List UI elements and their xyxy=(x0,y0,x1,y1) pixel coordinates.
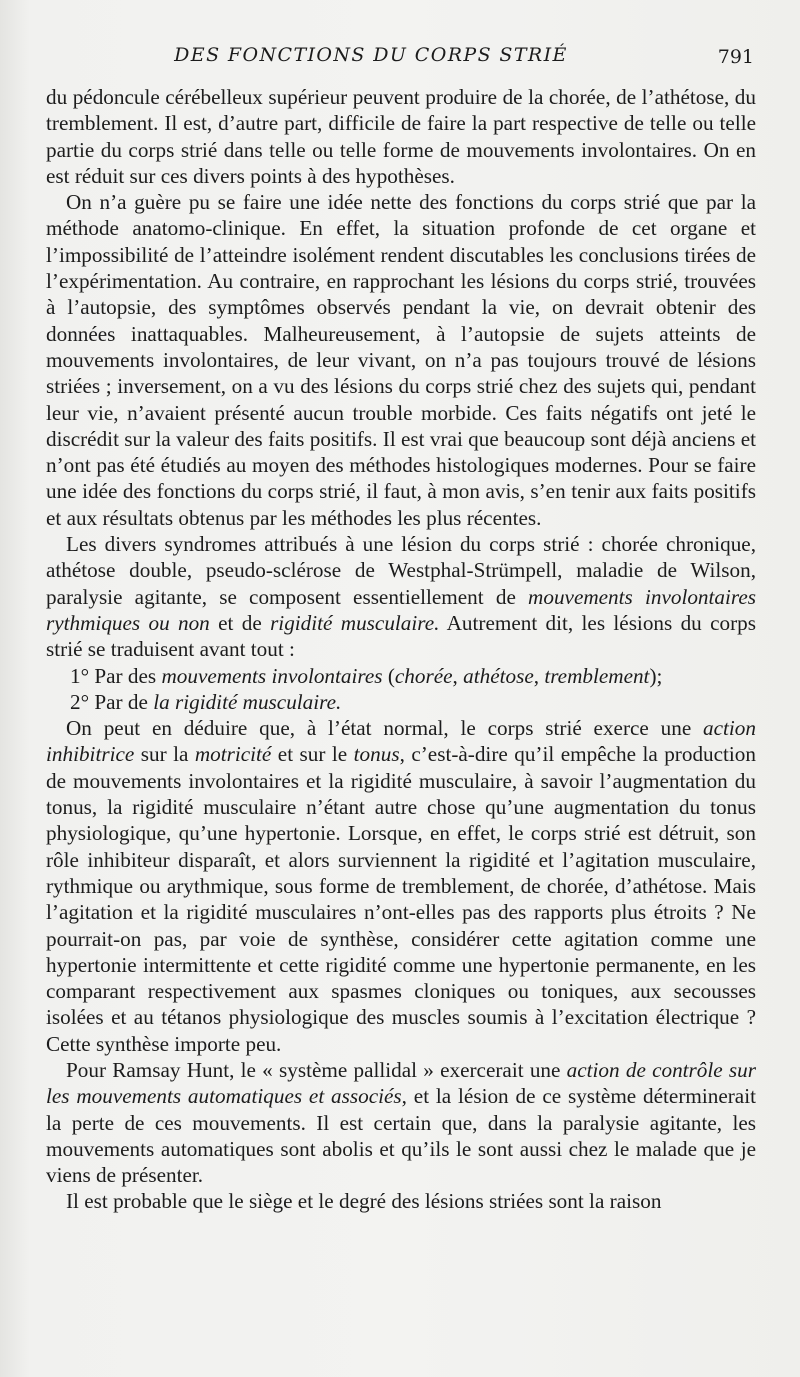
italic-text: tonus xyxy=(353,742,400,767)
text-run: , xyxy=(533,663,545,688)
text-run: Pour Ramsay Hunt, le « système pallidal » exercerait une xyxy=(66,1057,567,1082)
text-run: Il est probable que le siège et le degré des lésions striées sont la raison xyxy=(66,1189,662,1214)
paragraph xyxy=(46,1057,756,1188)
text-run: du pédoncule cérébelleux supérieur peuvent produire de la chorée, de l’athétose, du tremblement. Il est, d’autre part, difficile de faire la part respective de telle ou telle partie du corps strié dans telle ou telle forme de mouvements involontaires. On en est réduit sur ces divers points à des hypothèses. xyxy=(46,85,756,188)
italic-text: motricité xyxy=(194,742,272,767)
text-run: Les divers syndromes attribués à une lésion du corps strié : chorée chronique, athétose double, pseudo-sclérose de Westphal-Strümpell, maladie de Wilson, paralysie agitante, se composent essentiellement de xyxy=(46,532,756,609)
text-run: sur la xyxy=(134,742,195,767)
paragraph xyxy=(46,1188,756,1214)
list-item xyxy=(46,663,756,689)
text-run: ); xyxy=(649,663,663,688)
italic-text: action inhibitrice xyxy=(46,716,756,767)
italic-text: tremblement xyxy=(544,663,650,688)
text-run: , xyxy=(452,663,464,688)
text-run: On n’a guère pu se faire une idée nette des fonctions du corps strié que par la méthode anatomo-clinique. En effet, la situation profonde de cet organe et l’impossibilité de l’atteindre isolément rendent discutables les conclusions tirées de l’expérimentation. Au contraire, en rapprochant les lésions du corps strié, trouvées à l’autopsie, des symptômes observés pendant la vie, on devrait obtenir des données inattaquables. Malheureusement, à l’autopsie de sujets atteints de mouvements involontaires, de leur vivant, on n’a pas toujours trouvé de lésions striées ; inversement, on a vu des lésions du corps strié chez des sujets qui, pendant leur vie, n’avaient présenté aucun trouble morbide. Ces faits négatifs ont jeté le discrédit sur la valeur des faits positifs. Il est vrai que beaucoup sont déjà anciens et n’ont pas été étudiés au moyen des méthodes histologiques modernes. Pour se faire une idée des fonctions du corps strié, il faut, à mon avis, s’en tenir aux faits positifs et aux résultats obtenus par les méthodes les plus récentes. xyxy=(46,190,756,530)
text-run: 1° Par des xyxy=(70,663,162,688)
italic-text: mouvements involontaires rythmiques ou non xyxy=(46,584,756,635)
italic-text: athétose xyxy=(463,663,534,688)
paragraph xyxy=(46,84,756,189)
list-item xyxy=(46,689,756,715)
running-header xyxy=(46,44,756,84)
text-run: On peut en déduire que, à l’état normal, le corps strié exerce une xyxy=(66,716,704,741)
body-text xyxy=(46,84,756,1215)
paragraph xyxy=(46,531,756,662)
text-run: Autrement dit, les lésions du corps strié se traduisent avant tout : xyxy=(46,610,756,662)
text-run: et de xyxy=(209,610,271,635)
text-run: , et la lésion de ce système déterminerait la perte de ces mouvements. Il est certain que, dans la paralysie agitante, les mouvements automatiques sont abolis et qu’ils le sont aussi chez le malade que je viens de présenter. xyxy=(46,1084,756,1188)
paragraph xyxy=(46,189,756,531)
italic-text: rigidité musculaire. xyxy=(270,610,440,635)
running-title: DES FONCTIONS DU CORPS STRIÉ xyxy=(174,44,568,66)
text-run: , c’est-à-dire qu’il empêche la production de mouvements involontaires et la rigidité musculaire, à savoir l’augmentation du tonus, la rigidité musculaire n’étant autre chose qu’une augmentation du tonus physiologique, qu’une hypertonie. Lorsque, en effet, le corps strié est détruit, son rôle inhibiteur disparaît, et alors surviennent la rigidité et l’agitation musculaire, rythmique ou arythmique, sous forme de tremblement, de chorée, d’athétose. Mais l’agitation et la rigidité musculaires n’ont-elles pas des rapports plus étroits ? Ne pourrait-on pas, par voie de synthèse, considérer cette agitation comme une hypertonie intermittente et cette rigidité comme une hypertonie permanente, en les comparant respectivement aux spasmes cloniques ou toniques, aux secousses isolées et au tétanos physiologique des muscles soumis à l’excitation électrique ? Cette synthèse importe peu. xyxy=(46,742,756,1056)
text-run: ( xyxy=(382,663,395,688)
italic-text: chorée xyxy=(394,663,453,688)
text-run: 2° Par de xyxy=(70,689,154,714)
paragraph xyxy=(46,715,756,1057)
italic-text: la rigidité musculaire. xyxy=(153,689,342,714)
text-run: et sur le xyxy=(271,742,354,767)
italic-text: mouvements involontaires xyxy=(161,663,383,688)
italic-text: action de contrôle sur les mouvements automatiques et associés xyxy=(46,1057,757,1109)
page-number: 791 xyxy=(717,46,754,68)
